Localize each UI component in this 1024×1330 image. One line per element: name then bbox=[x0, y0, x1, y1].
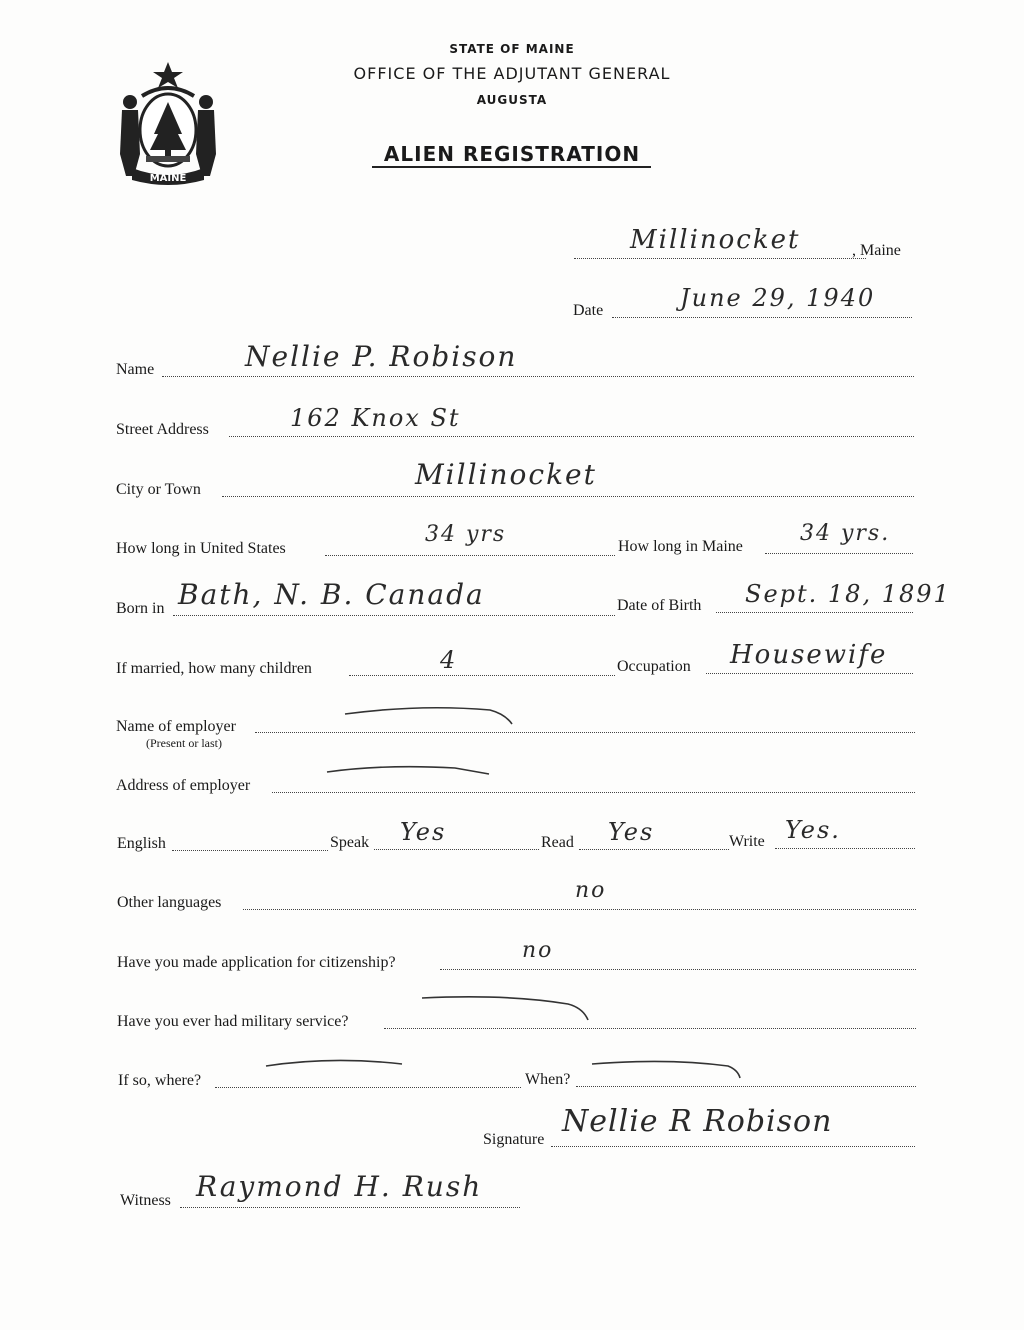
maine-time-label: How long in Maine bbox=[618, 538, 743, 555]
employer-label: Name of employer bbox=[116, 718, 236, 735]
employer-sublabel: (Present or last) bbox=[146, 736, 222, 750]
maine-state-seal-icon bbox=[112, 58, 224, 186]
speak-value: Yes bbox=[400, 818, 447, 846]
street-value: 162 Knox St bbox=[290, 404, 461, 432]
street-label: Street Address bbox=[116, 421, 209, 438]
where-line bbox=[215, 1087, 521, 1088]
employer-address-dash-mark bbox=[325, 760, 505, 786]
when-label: When? bbox=[525, 1071, 571, 1088]
dob-label: Date of Birth bbox=[617, 597, 702, 614]
city-value: Millinocket bbox=[415, 458, 597, 491]
date-label: Date bbox=[573, 302, 604, 319]
read-value: Yes bbox=[608, 818, 655, 846]
employer-line bbox=[255, 732, 915, 733]
citizenship-label: Have you made application for citizenship? bbox=[117, 954, 396, 971]
employer-dash-mark bbox=[340, 700, 520, 730]
office-heading: OFFICE OF THE ADJUTANT GENERAL bbox=[353, 64, 671, 83]
name-value: Nellie P. Robison bbox=[245, 340, 518, 373]
other-languages-value: no bbox=[575, 878, 607, 903]
town-value: Millinocket bbox=[630, 225, 801, 255]
seal-text: MAINE bbox=[149, 173, 187, 184]
name-line bbox=[162, 376, 914, 377]
born-label: Born in bbox=[116, 600, 165, 617]
english-line bbox=[172, 850, 328, 851]
title-underline bbox=[372, 166, 651, 168]
children-label: If married, how many children bbox=[116, 660, 312, 677]
read-line bbox=[579, 849, 729, 850]
signature-label: Signature bbox=[483, 1131, 545, 1148]
occupation-label: Occupation bbox=[617, 658, 691, 675]
maine-time-value: 34 yrs. bbox=[800, 521, 891, 546]
street-line bbox=[229, 436, 914, 437]
write-label: Write bbox=[729, 833, 765, 850]
town-line bbox=[574, 258, 866, 259]
where-dash-mark bbox=[262, 1054, 412, 1076]
city-line bbox=[222, 496, 914, 497]
when-dash-mark bbox=[588, 1056, 748, 1084]
read-label: Read bbox=[541, 834, 574, 851]
us-time-value: 34 yrs bbox=[425, 522, 507, 547]
employer-address-line bbox=[272, 792, 915, 793]
english-label: English bbox=[117, 835, 166, 852]
maine-time-line bbox=[765, 553, 913, 554]
where-label: If so, where? bbox=[118, 1072, 202, 1089]
children-value: 4 bbox=[440, 646, 458, 674]
us-time-line bbox=[325, 555, 615, 556]
other-languages-line bbox=[243, 909, 916, 910]
occupation-value: Housewife bbox=[730, 640, 888, 670]
page-title: ALIEN REGISTRATION bbox=[383, 142, 641, 166]
state-heading: STATE OF MAINE bbox=[449, 42, 575, 56]
citizenship-line bbox=[440, 969, 916, 970]
us-time-label: How long in United States bbox=[116, 540, 286, 557]
write-value: Yes. bbox=[785, 816, 841, 844]
write-line bbox=[775, 848, 915, 849]
when-line bbox=[576, 1086, 916, 1087]
born-line bbox=[173, 615, 615, 616]
children-line bbox=[349, 675, 615, 676]
military-line bbox=[384, 1028, 916, 1029]
speak-line bbox=[374, 849, 539, 850]
witness-label: Witness bbox=[120, 1192, 171, 1209]
date-value: June 29, 1940 bbox=[680, 284, 876, 312]
town-label: , Maine bbox=[852, 242, 901, 259]
speak-label: Speak bbox=[330, 834, 370, 851]
city-heading: AUGUSTA bbox=[476, 93, 548, 107]
date-line bbox=[612, 317, 912, 318]
military-dash-mark bbox=[418, 990, 598, 1024]
military-label: Have you ever had military service? bbox=[117, 1013, 349, 1030]
employer-address-label: Address of employer bbox=[116, 777, 251, 794]
occupation-line bbox=[706, 673, 913, 674]
dob-line bbox=[716, 612, 913, 613]
born-value: Bath, N. B. Canada bbox=[178, 578, 485, 611]
name-label: Name bbox=[116, 361, 155, 378]
other-languages-label: Other languages bbox=[117, 894, 222, 911]
signature-line bbox=[551, 1146, 915, 1147]
city-label: City or Town bbox=[116, 481, 201, 498]
witness-line bbox=[180, 1207, 520, 1208]
signature-value: Nellie R Robison bbox=[562, 1104, 833, 1139]
witness-value: Raymond H. Rush bbox=[196, 1170, 483, 1203]
citizenship-value: no bbox=[522, 938, 554, 963]
dob-value: Sept. 18, 1891 bbox=[745, 580, 951, 608]
